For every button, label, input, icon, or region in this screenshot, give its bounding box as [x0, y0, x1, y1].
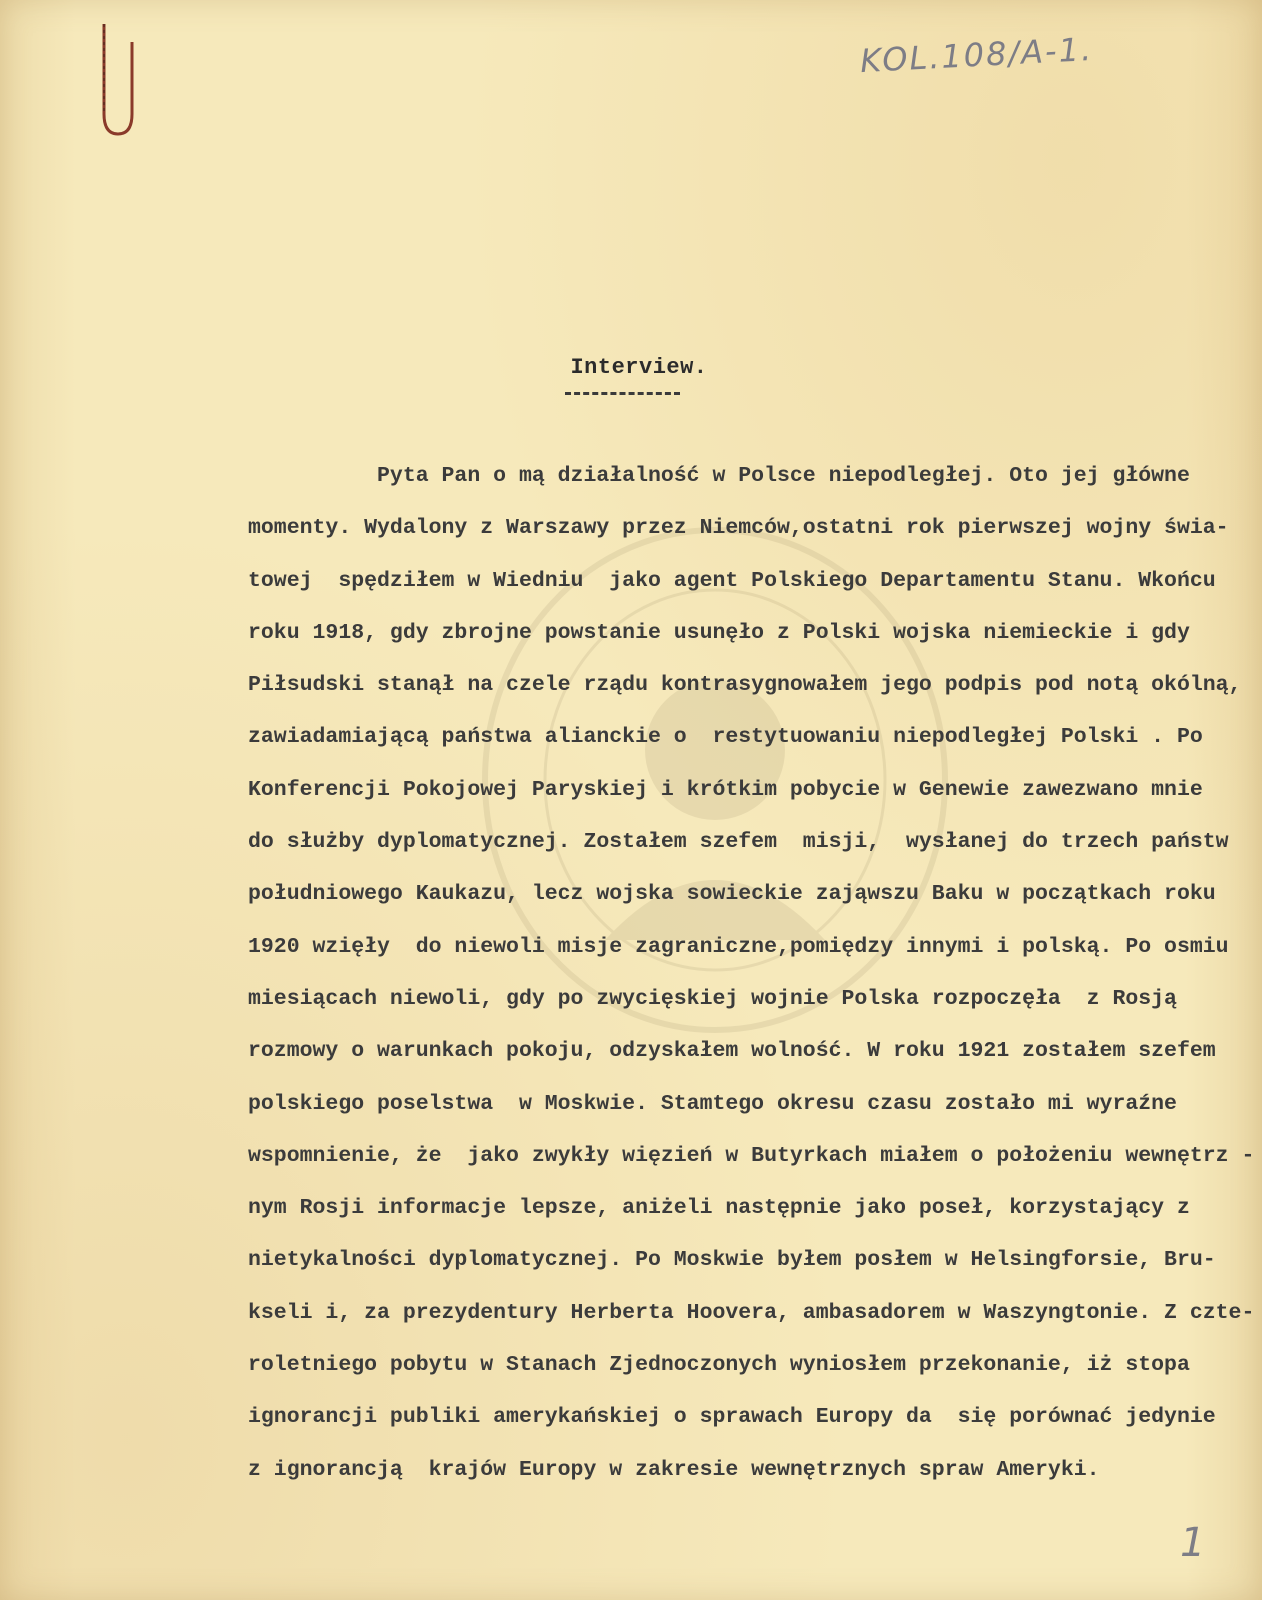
text-line: 1920 wzięły do niewoli misje zagraniczne,pomiędzy innymi i polską. Po osmiu: [248, 934, 1229, 959]
text-line: Pyta Pan o mą działalność w Polsce niepodległej. Oto jej główne: [248, 464, 1190, 488]
archive-reference: KOL.108/A-1.: [859, 29, 1094, 81]
text-line: nym Rosji informacje lepsze, aniżeli następnie jako poseł, korzystający z: [248, 1196, 1190, 1221]
paperclip-mark: [98, 22, 138, 138]
text-line: nietykalności dyplomatycznej. Po Moskwie byłem posłem w Helsingforsie, Bru-: [248, 1248, 1216, 1273]
text-line: z ignorancją krajów Europy w zakresie wewnętrznych spraw Ameryki.: [248, 1457, 1100, 1482]
text-line: do służby dyplomatycznej. Zostałem szefem misji, wysłanej do trzech państw: [248, 830, 1229, 855]
text-line: towej spędziłem w Wiedniu jako agent Polskiego Departamentu Stanu. Wkońcu: [248, 568, 1216, 593]
text-line: wspomnienie, że jako zwykły więzień w Butyrkach miałem o położeniu wewnętrz -: [248, 1143, 1255, 1168]
text-line: roletniego pobytu w Stanach Zjednoczonych wyniosłem przekonanie, iż stopa: [248, 1353, 1190, 1378]
text-line: miesiącach niewoli, gdy po zwycięskiej wojnie Polska rozpoczęła z Rosją: [248, 986, 1177, 1011]
text-line: kseli i, za prezydentury Herberta Hoovera, ambasadorem w Waszyngtonie. Z czte-: [248, 1300, 1255, 1325]
text-line: Piłsudski stanął na czele rządu kontrasygnowałem jego podpis pod notą okólną,: [248, 673, 1242, 698]
text-line: polskiego poselstwa w Moskwie. Stamtego okresu czasu zostało mi wyraźne: [248, 1091, 1177, 1116]
text-line: roku 1918, gdy zbrojne powstanie usunęło z Polski wojska niemieckie i gdy: [248, 620, 1190, 645]
text-line: rozmowy o warunkach pokoju, odzyskałem wolność. W roku 1921 zostałem szefem: [248, 1039, 1216, 1064]
text-line: Konferencji Pokojowej Paryskiej i krótkim pobycie w Genewie zawezwano mnie: [248, 777, 1203, 802]
title-underline: [565, 392, 680, 395]
text-line: momenty. Wydalony z Warszawy przez Niemców,ostatni rok pierwszej wojny świa-: [248, 516, 1229, 541]
document-title: Interview.: [570, 355, 708, 380]
text-line: południowego Kaukazu, lecz wojska sowieckie zająwszu Baku w początkach roku: [248, 882, 1216, 907]
text-line: ignorancji publiki amerykańskiej o sprawach Europy da się porównać jedynie: [248, 1405, 1216, 1430]
text-line: zawiadamiającą państwa alianckie o restytuowaniu niepodległej Polski . Po: [248, 725, 1203, 750]
typed-body: [248, 450, 1255, 1496]
page-number: 1: [1180, 1520, 1206, 1566]
